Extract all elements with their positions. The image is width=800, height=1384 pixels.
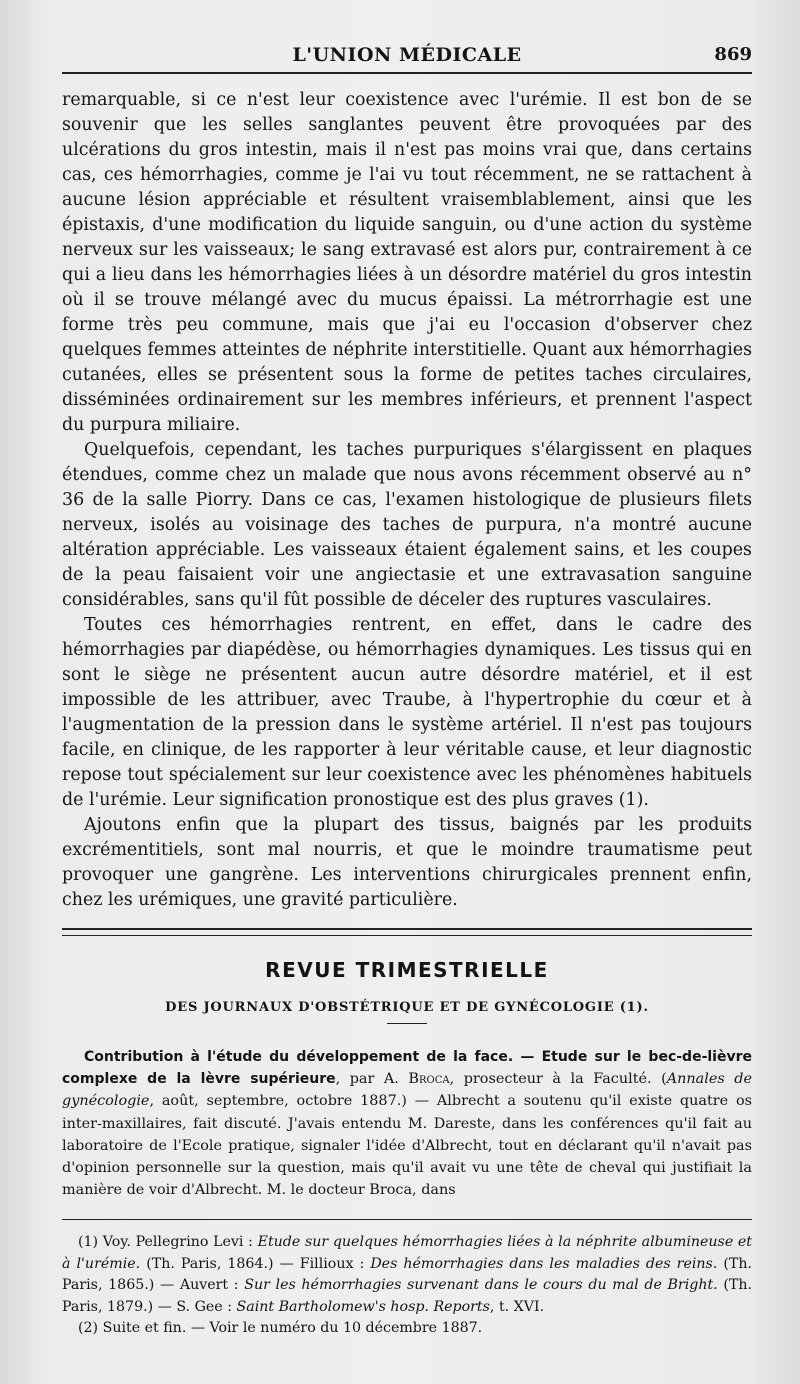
footnote-1-part: (1) Voy. Pellegrino Levi : bbox=[78, 1234, 258, 1250]
header-rule bbox=[62, 72, 752, 74]
footnote-1-title: Etude sur quelques hémorrhagies liées à la néphrite albumineuse et à l'urémie. bbox=[62, 1234, 753, 1272]
review-paragraph bbox=[62, 1046, 752, 1201]
paragraph: remarquable, si ce n'est leur coexistence avec l'urémie. Il est bon de se souvenir que les selles sanglantes peuvent être provoquées par des ulcérations du gros intestin, mais il n'est pas moins vrai que, dans certains cas, ces hémorrhagies, comme je l'ai vu tout récemment, ne se rattachent à aucune lésion appréciable et résultent vraisemblablement, ainsi que les épistaxis, d'une modification du liquide sanguin, ou d'une action du système nerveux sur les vaisseaux; le sang extravasé est alors pur, contrairement à ce qui a lieu dans les hémorrhagies liées à un désordre matériel du gros intestin où il se trouve mélangé avec du mucus épaissi. La métrorrhagie est une forme très peu commune, mais que j'ai eu l'occasion d'observer chez quelques femmes atteintes de néphrite interstitielle. Quant aux hémorrhagies cutanées, elles se présentent sous la forme de petites taches circulaires, disséminées ordinairement sur les membres inférieurs, et prennent l'aspect du purpura miliaire. bbox=[62, 90, 752, 435]
footnotes bbox=[62, 1232, 752, 1340]
footnote-1-part: , t. XVI. bbox=[489, 1298, 545, 1315]
review-author-prefix: , par A. bbox=[335, 1071, 409, 1088]
section-title: REVUE TRIMESTRIELLE bbox=[265, 958, 549, 982]
page-number: 869 bbox=[714, 44, 752, 65]
review-author-name: Broca bbox=[408, 1071, 450, 1088]
footnote-1-part: (Th. Paris, 1864.) — Fillioux : bbox=[140, 1255, 371, 1272]
section-subtitle-text: DES JOURNAUX D'OBSTÉTRIQUE ET DE GYNÉCOLOGIE (1). bbox=[165, 1000, 649, 1015]
review-journal: Annales de gynécologie bbox=[62, 1071, 752, 1110]
footnote-1-part: (Th. Paris, 1879.) — S. Gee : bbox=[62, 1277, 753, 1315]
paragraph: Ajoutons enfin que la plupart des tissus, baignés par les produits excrémentitiels, sont mal nourris, et que le moindre traumatisme peut provoquer une gangrène. Les interventions chirurgicales prennent enfin, chez les urémiques, une gravité particulière. bbox=[62, 815, 752, 910]
paragraph: Quelquefois, cependant, les taches purpuriques s'élargissent en plaques étendues, comme chez un malade que nous avons récemment observé au n° 36 de la salle Piorry. Dans ce cas, l'examen histologique de plusieurs filets nerveux, isolés au voisinage des taches de purpura, n'a montré aucune altération appréciable. Les vaisseaux étaient également sains, et les coupes de la peau faisaient voir une angiectasie et une extravasation sanguine considérables, sans qu'il fût possible de déceler des ruptures vasculaires. bbox=[62, 440, 752, 610]
section-subtitle bbox=[62, 1000, 752, 1024]
running-title: L'UNION MÉDICALE bbox=[292, 44, 522, 66]
footnote-1-title: Des hémorrhagies dans les maladies des reins. bbox=[370, 1255, 718, 1272]
review-lead-title: Contribution à l'étude du développement de la face. — Etude sur le bec-de-lièvre complexe de la lèvre supérieure bbox=[62, 1049, 752, 1088]
footnote-1 bbox=[62, 1232, 752, 1318]
paragraph: Toutes ces hémorrhagies rentrent, en effet, dans le cadre des hémorrhagies par diapédèse, ou hémorrhagies dynamiques. Les tissus qui en sont le siège ne présentent aucun autre désordre matériel, et il est impossible de les attribuer, avec Traube, à l'hypertrophie du cœur et à l'augmentation de la pression dans le système artériel. Il n'est pas toujours facile, en clinique, de les rapporter à leur véritable cause, et leur diagnostic repose tout spécialement sur leur coexistence avec les phénomènes habituels de l'urémie. Leur signification pronostique est des plus graves (1). bbox=[62, 615, 752, 810]
subtitle-rule bbox=[387, 1023, 427, 1024]
running-head bbox=[62, 44, 752, 74]
footnote-1-title: Sur les hémorrhagies survenant dans le cours du mal de Bright. bbox=[244, 1277, 718, 1293]
footnote-1-part: (Th. Paris, 1865.) — Auvert : bbox=[62, 1255, 753, 1293]
section-divider bbox=[62, 928, 752, 936]
footnote-2: (2) Suite et fin. — Voir le numéro du 10 décembre 1887. bbox=[78, 1320, 483, 1336]
footnote-1-title: Saint Bartholomew's hosp. Reports bbox=[236, 1298, 490, 1315]
main-text bbox=[62, 88, 752, 913]
footnote-rule bbox=[62, 1219, 752, 1220]
review-author-suffix: , prosecteur à la Faculté. ( bbox=[449, 1071, 667, 1088]
review-body: , août, septembre, octobre 1887.) — Albrecht a soutenu qu'il existe quatre os inter-maxillaires, fait discuté. J'avais entendu M. Dareste, dans les conférences qu'il fait au laboratoire de l'Ecole pratique, signaler l'idée d'Albrecht, tout en déclarant qu'il n'avait pas d'opinion personnelle sur la question, mais qu'il avait vu une tête de cheval qui justifiait la manière de voir d'Albrecht. M. le docteur Broca, dans bbox=[62, 1093, 752, 1199]
